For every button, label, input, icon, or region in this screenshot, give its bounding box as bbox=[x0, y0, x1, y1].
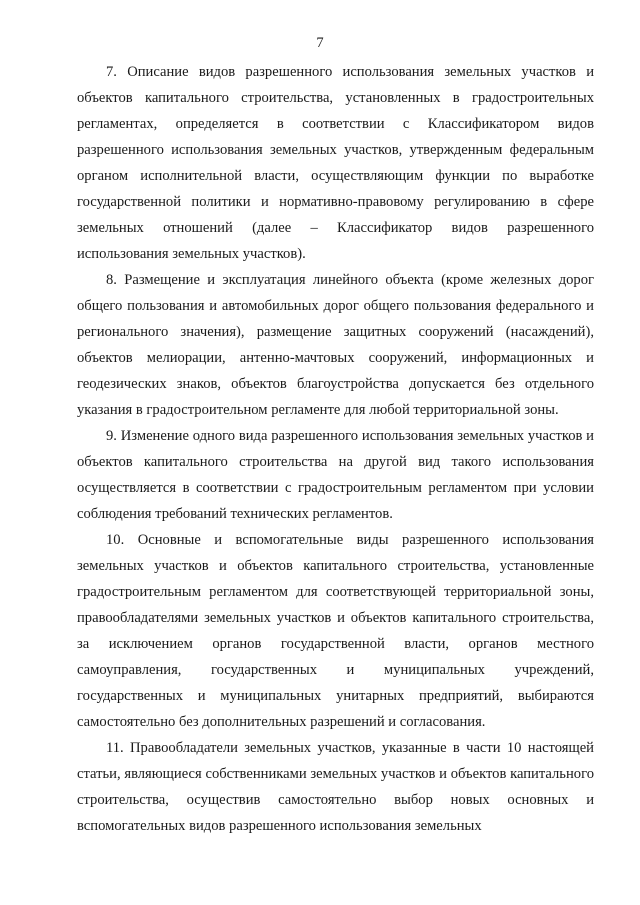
paragraph-8: 8. Размещение и эксплуатация линейного объекта (кроме железных дорог общего пользования и автомобильных дорог общего пользования федерального и регионального значения), размещение защитных сооружений (насаждений), объектов мелиорации, антенно-мачтовых сооружений, информационных и геодезических знаков, объектов благоустройства допускается без отдельного указания в градостроительном регламенте для любой территориальной зоны. bbox=[77, 272, 594, 418]
paragraph-9: 9. Изменение одного вида разрешенного использования земельных участков и объектов капитального строительства на другой вид такого использования осуществляется в соответствии с градостроительным регламентом при условии соблюдения требований технических регламентов. bbox=[77, 428, 594, 522]
page-number: 7 bbox=[316, 35, 324, 51]
paragraph-11: 11. Правообладатели земельных участков, указанные в части 10 настоящей статьи, являющиеся собственниками земельных участков и объектов капитального строительства, осуществив самостоятельно выбор новых основных и вспомогательных видов разрешенного использования земельных bbox=[77, 740, 594, 834]
document-body bbox=[77, 59, 594, 839]
paragraph-7: 7. Описание видов разрешенного использования земельных участков и объектов капитального строительства, установленных в градостроительных регламентах, определяется в соответствии с Классификатором видов разрешенного использования земельных участков, утвержденным федеральным органом исполнительной власти, осуществляющим функции по выработке государственной политики и нормативно-правовому регулированию в сфере земельных отношений (далее – Классификатор видов разрешенного использования земельных участков). bbox=[77, 64, 594, 262]
paragraph-10: 10. Основные и вспомогательные виды разрешенного использования земельных участков и объектов капитального строительства, установленные градостроительным регламентом для соответствующей территориальной зоны, правообладателями земельных участков и объектов капитального строительства, за исключением органов государственной власти, органов местного самоуправления, государственных и муниципальных учреждений, государственных и муниципальных унитарных предприятий, выбираются самостоятельно без дополнительных разрешений и согласования. bbox=[77, 532, 594, 730]
